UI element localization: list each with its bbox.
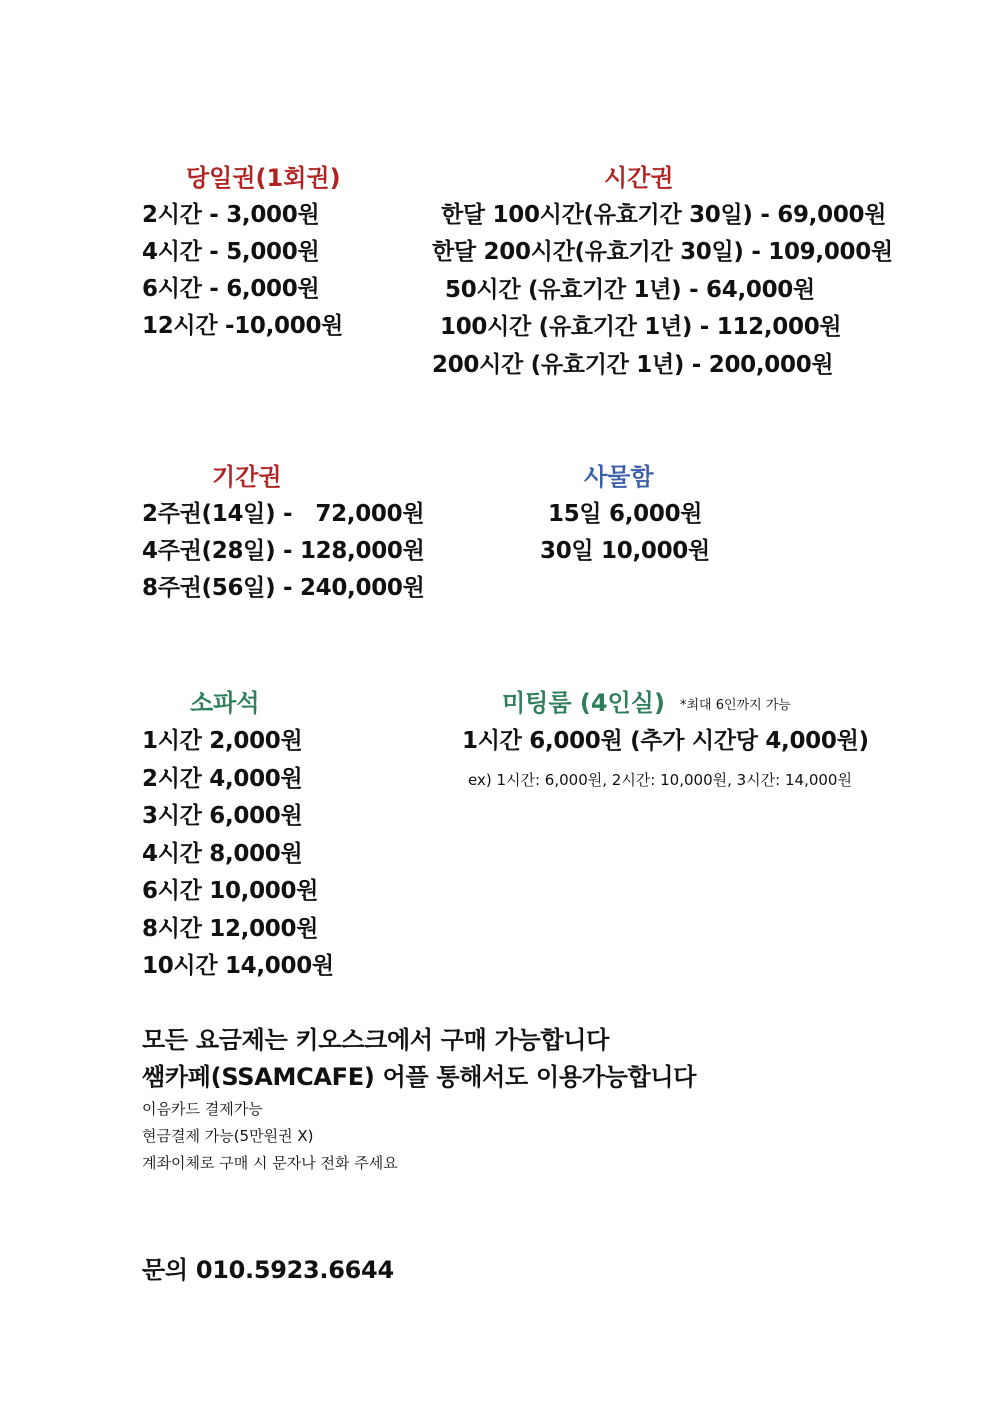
sofa-seat-list xyxy=(142,726,334,989)
period-pass-item: 4주권(28일) - 128,000원 xyxy=(142,538,425,564)
period-pass-item: 8주권(56일) - 240,000원 xyxy=(142,575,425,601)
sofa-seat-item: 6시간 10,000원 xyxy=(142,878,319,904)
hourly-pass-title: 시간권 xyxy=(604,164,674,192)
daily-pass-item: 6시간 - 6,000원 xyxy=(142,276,320,302)
sofa-seat-item: 8시간 12,000원 xyxy=(142,915,319,942)
locker-title: 사물함 xyxy=(584,463,654,491)
hourly-pass-item: 200시간 (유효기간 1년) - 200,000원 xyxy=(432,352,834,378)
meeting-room-note: *최대 6인까지 가능 xyxy=(680,698,791,713)
hourly-pass-item: 100시간 (유효기간 1년) - 112,000원 xyxy=(440,314,842,340)
sofa-seat-item: 3시간 6,000원 xyxy=(142,803,303,829)
payment-note: 계좌이체로 구매 시 문자나 전화 주세요 xyxy=(142,1154,398,1172)
period-pass-list xyxy=(142,499,425,610)
period-pass-title: 기간권 xyxy=(212,463,282,491)
daily-pass-item: 2시간 - 3,000원 xyxy=(142,202,320,228)
sofa-seat-item: 2시간 4,000원 xyxy=(142,765,303,792)
locker-item: 15일 6,000원 xyxy=(548,501,703,527)
sofa-seat-item: 4시간 8,000원 xyxy=(142,840,303,867)
hourly-pass-item: 한달 200시간(유효기간 30일) - 109,000원 xyxy=(432,239,893,265)
daily-pass-list xyxy=(142,200,343,348)
sofa-seat-title: 소파석 xyxy=(190,689,260,717)
contact-phone: 문의 010.5923.6644 xyxy=(142,1256,394,1284)
hourly-pass-item: 한달 100시간(유효기간 30일) - 69,000원 xyxy=(441,202,887,228)
period-pass-item: 2주권(14일) - 72,000원 xyxy=(142,501,425,527)
meeting-room-title: 미팅룸 (4인실) xyxy=(502,689,665,717)
sofa-seat-item: 10시간 14,000원 xyxy=(142,953,334,979)
payment-note: 이음카드 결제가능 xyxy=(142,1100,263,1118)
hourly-pass-item: 50시간 (유효기간 1년) - 64,000원 xyxy=(445,277,815,303)
payment-notes xyxy=(142,1099,398,1180)
daily-pass-item: 4시간 - 5,000원 xyxy=(142,239,320,265)
daily-pass-item: 12시간 -10,000원 xyxy=(142,313,344,339)
meeting-room-price: 1시간 6,000원 (추가 시간당 4,000원) xyxy=(462,728,869,754)
app-notice: 쌤카페(SSAMCAFE) 어플 통해서도 이용가능합니다 xyxy=(142,1063,697,1091)
daily-pass-title: 당일권(1회권) xyxy=(186,164,341,192)
meeting-room-example: ex) 1시간: 6,000원, 2시간: 10,000원, 3시간: 14,000원 xyxy=(468,771,852,789)
sofa-seat-item: 1시간 2,000원 xyxy=(142,728,303,754)
kiosk-notice: 모든 요금제는 키오스크에서 구매 가능합니다 xyxy=(142,1026,610,1054)
locker-item: 30일 10,000원 xyxy=(540,538,710,564)
payment-note: 현금결제 가능(5만원권 X) xyxy=(142,1127,314,1145)
